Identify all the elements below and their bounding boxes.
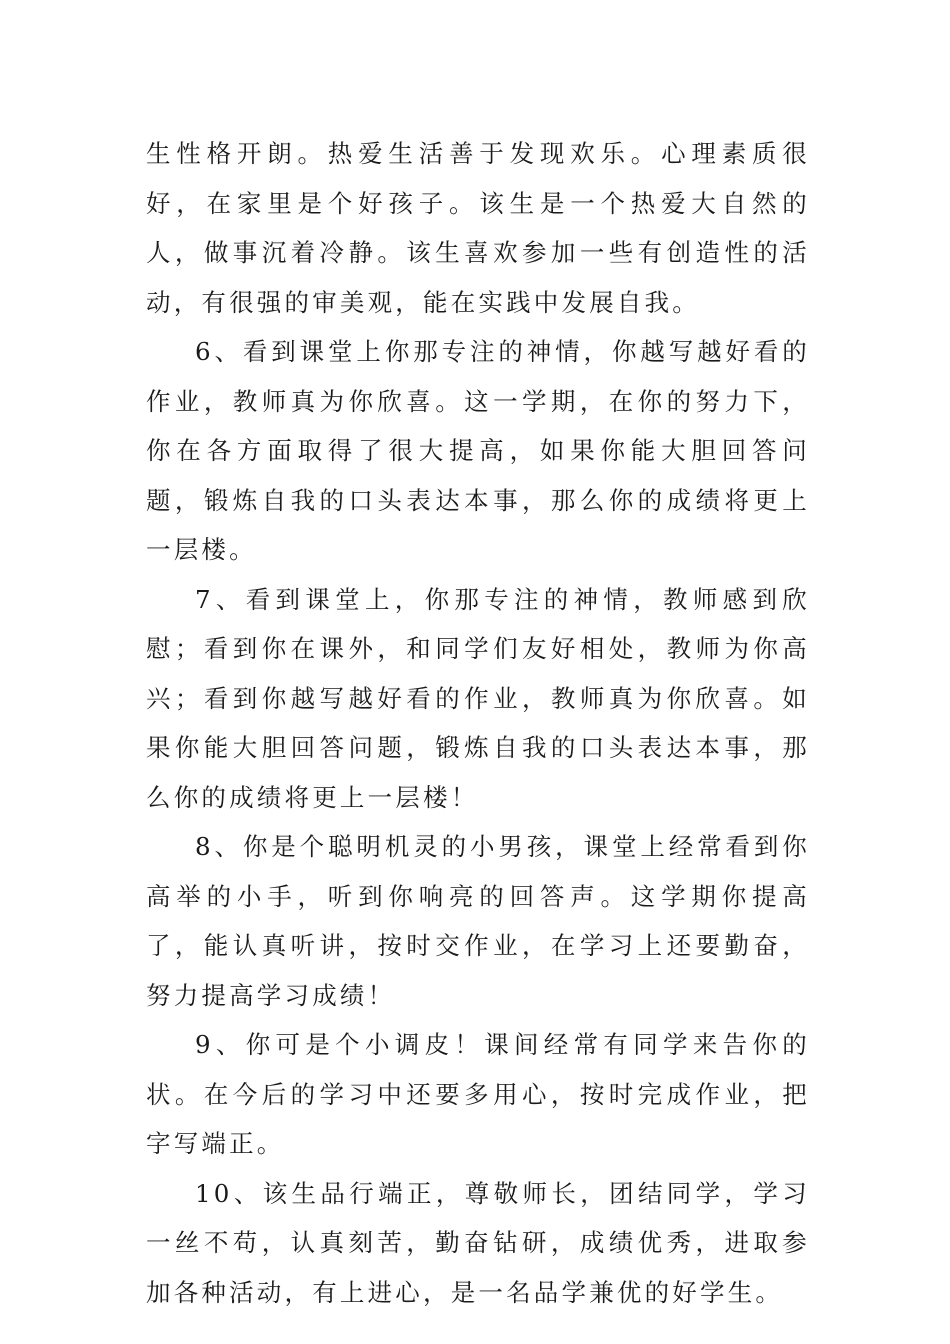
- paragraph-item-8: 8、你是个聪明机灵的小男孩，课堂上经常看到你高举的小手，听到你响亮的回答声。这学期你提高了，能认真听讲，按时交作业，在学习上还要勤奋，努力提高学习成绩！: [146, 832, 810, 1010]
- paragraph-item-10: 10、该生品行端正，尊敬师长，团结同学，学习一丝不苟，认真刻苦，勤奋钻研，成绩优秀，进取参加各种活动，有上进心，是一名品学兼优的好学生。: [146, 1178, 810, 1307]
- paragraph-continuation: 生性格开朗。热爱生活善于发现欢乐。心理素质很好，在家里是个好孩子。该生是一个热爱大自然的人，做事沉着冷静。该生喜欢参加一些有创造性的活动，有很强的审美观，能在实践中发展自我。: [146, 139, 810, 317]
- paragraph-item-7: 7、看到课堂上，你那专注的神情，教师感到欣慰；看到你在课外，和同学们友好相处，教师为你高兴；看到你越写越好看的作业，教师真为你欣喜。如果你能大胆回答问题，锻炼自我的口头表达本事，那么你的成绩将更上一层楼！: [146, 584, 810, 812]
- paragraph-item-6: 6、看到课堂上你那专注的神情，你越写越好看的作业，教师真为你欣喜。这一学期，在你的努力下，你在各方面取得了很大提高，如果你能大胆回答问题，锻炼自我的口头表达本事，那么你的成绩将更上一层楼。: [146, 337, 810, 564]
- document-body: [146, 129, 810, 1317]
- paragraph-item-9: 9、你可是个小调皮！课间经常有同学来告你的状。在今后的学习中还要多用心，按时完成作业，把字写端正。: [146, 1030, 810, 1158]
